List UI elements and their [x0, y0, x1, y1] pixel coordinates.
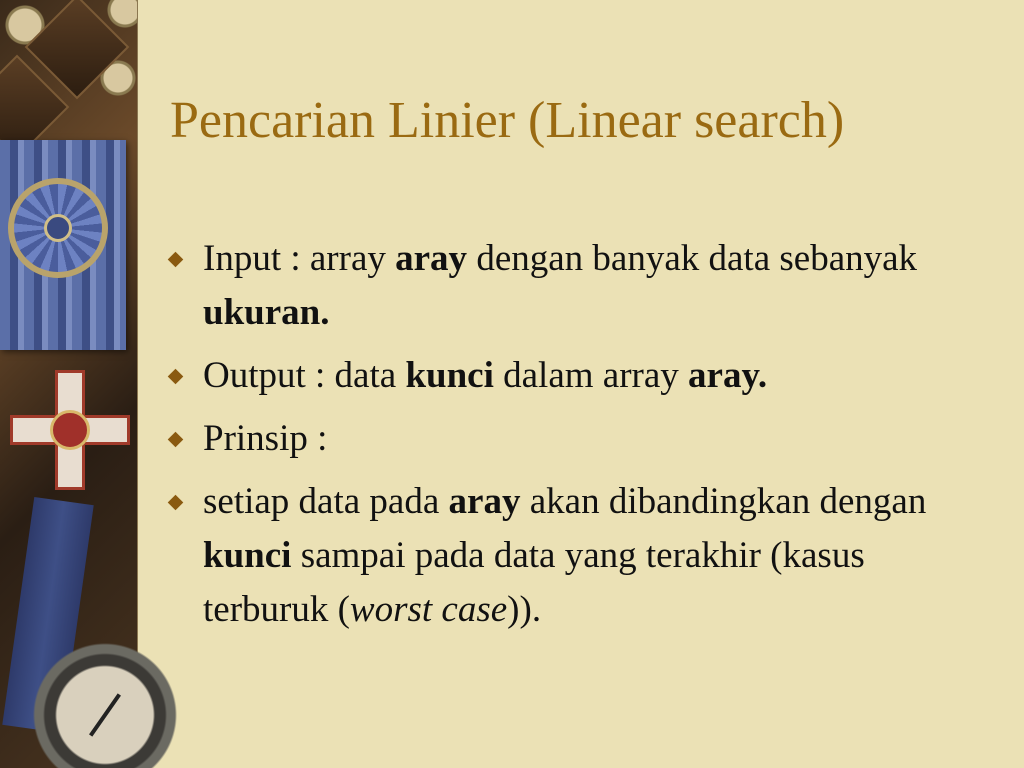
bullet-text-segment: kunci	[203, 535, 292, 576]
medal-cross-icon	[10, 370, 130, 490]
bullet-text-segment: Output : data	[203, 355, 406, 396]
bullet-item	[168, 412, 988, 466]
bullet-text-segment: kunci	[405, 355, 494, 396]
bullet-item	[168, 349, 988, 403]
bullet-text-segment: setiap data pada	[203, 481, 449, 522]
slide-title: Pencarian Linier (Linear search)	[170, 92, 845, 149]
bullet-list	[168, 232, 988, 646]
bullet-text-segment: aray	[448, 481, 521, 522]
bullet-text-segment: aray	[395, 238, 468, 279]
bullet-text-segment: ukuran.	[203, 292, 330, 333]
bullet-text-segment: sampai pada data yang terakhir (kasus terburuk (	[203, 535, 865, 630]
bullet-text-segment: dengan banyak data sebanyak	[467, 238, 918, 279]
diamond-bullet-icon	[168, 432, 184, 448]
bullet-text-segment: Prinsip :	[203, 418, 328, 459]
diamond-bullet-icon	[168, 369, 184, 385]
diamond-bullet-icon	[168, 495, 184, 511]
diamond-bullet-icon	[168, 252, 184, 268]
bullet-item	[168, 232, 988, 340]
decorative-medals-image	[0, 0, 138, 768]
bullet-text-segment: akan dibandingkan dengan	[520, 481, 927, 522]
bullet-text-segment: aray.	[688, 355, 768, 396]
bullet-text-segment: Input : array	[203, 238, 396, 279]
bullet-text-segment: )).	[507, 589, 542, 630]
bullet-text-segment: worst case	[349, 589, 508, 630]
bullet-item	[168, 475, 988, 637]
bullet-text-segment: dalam array	[493, 355, 689, 396]
medal-rosette-center	[44, 214, 72, 242]
